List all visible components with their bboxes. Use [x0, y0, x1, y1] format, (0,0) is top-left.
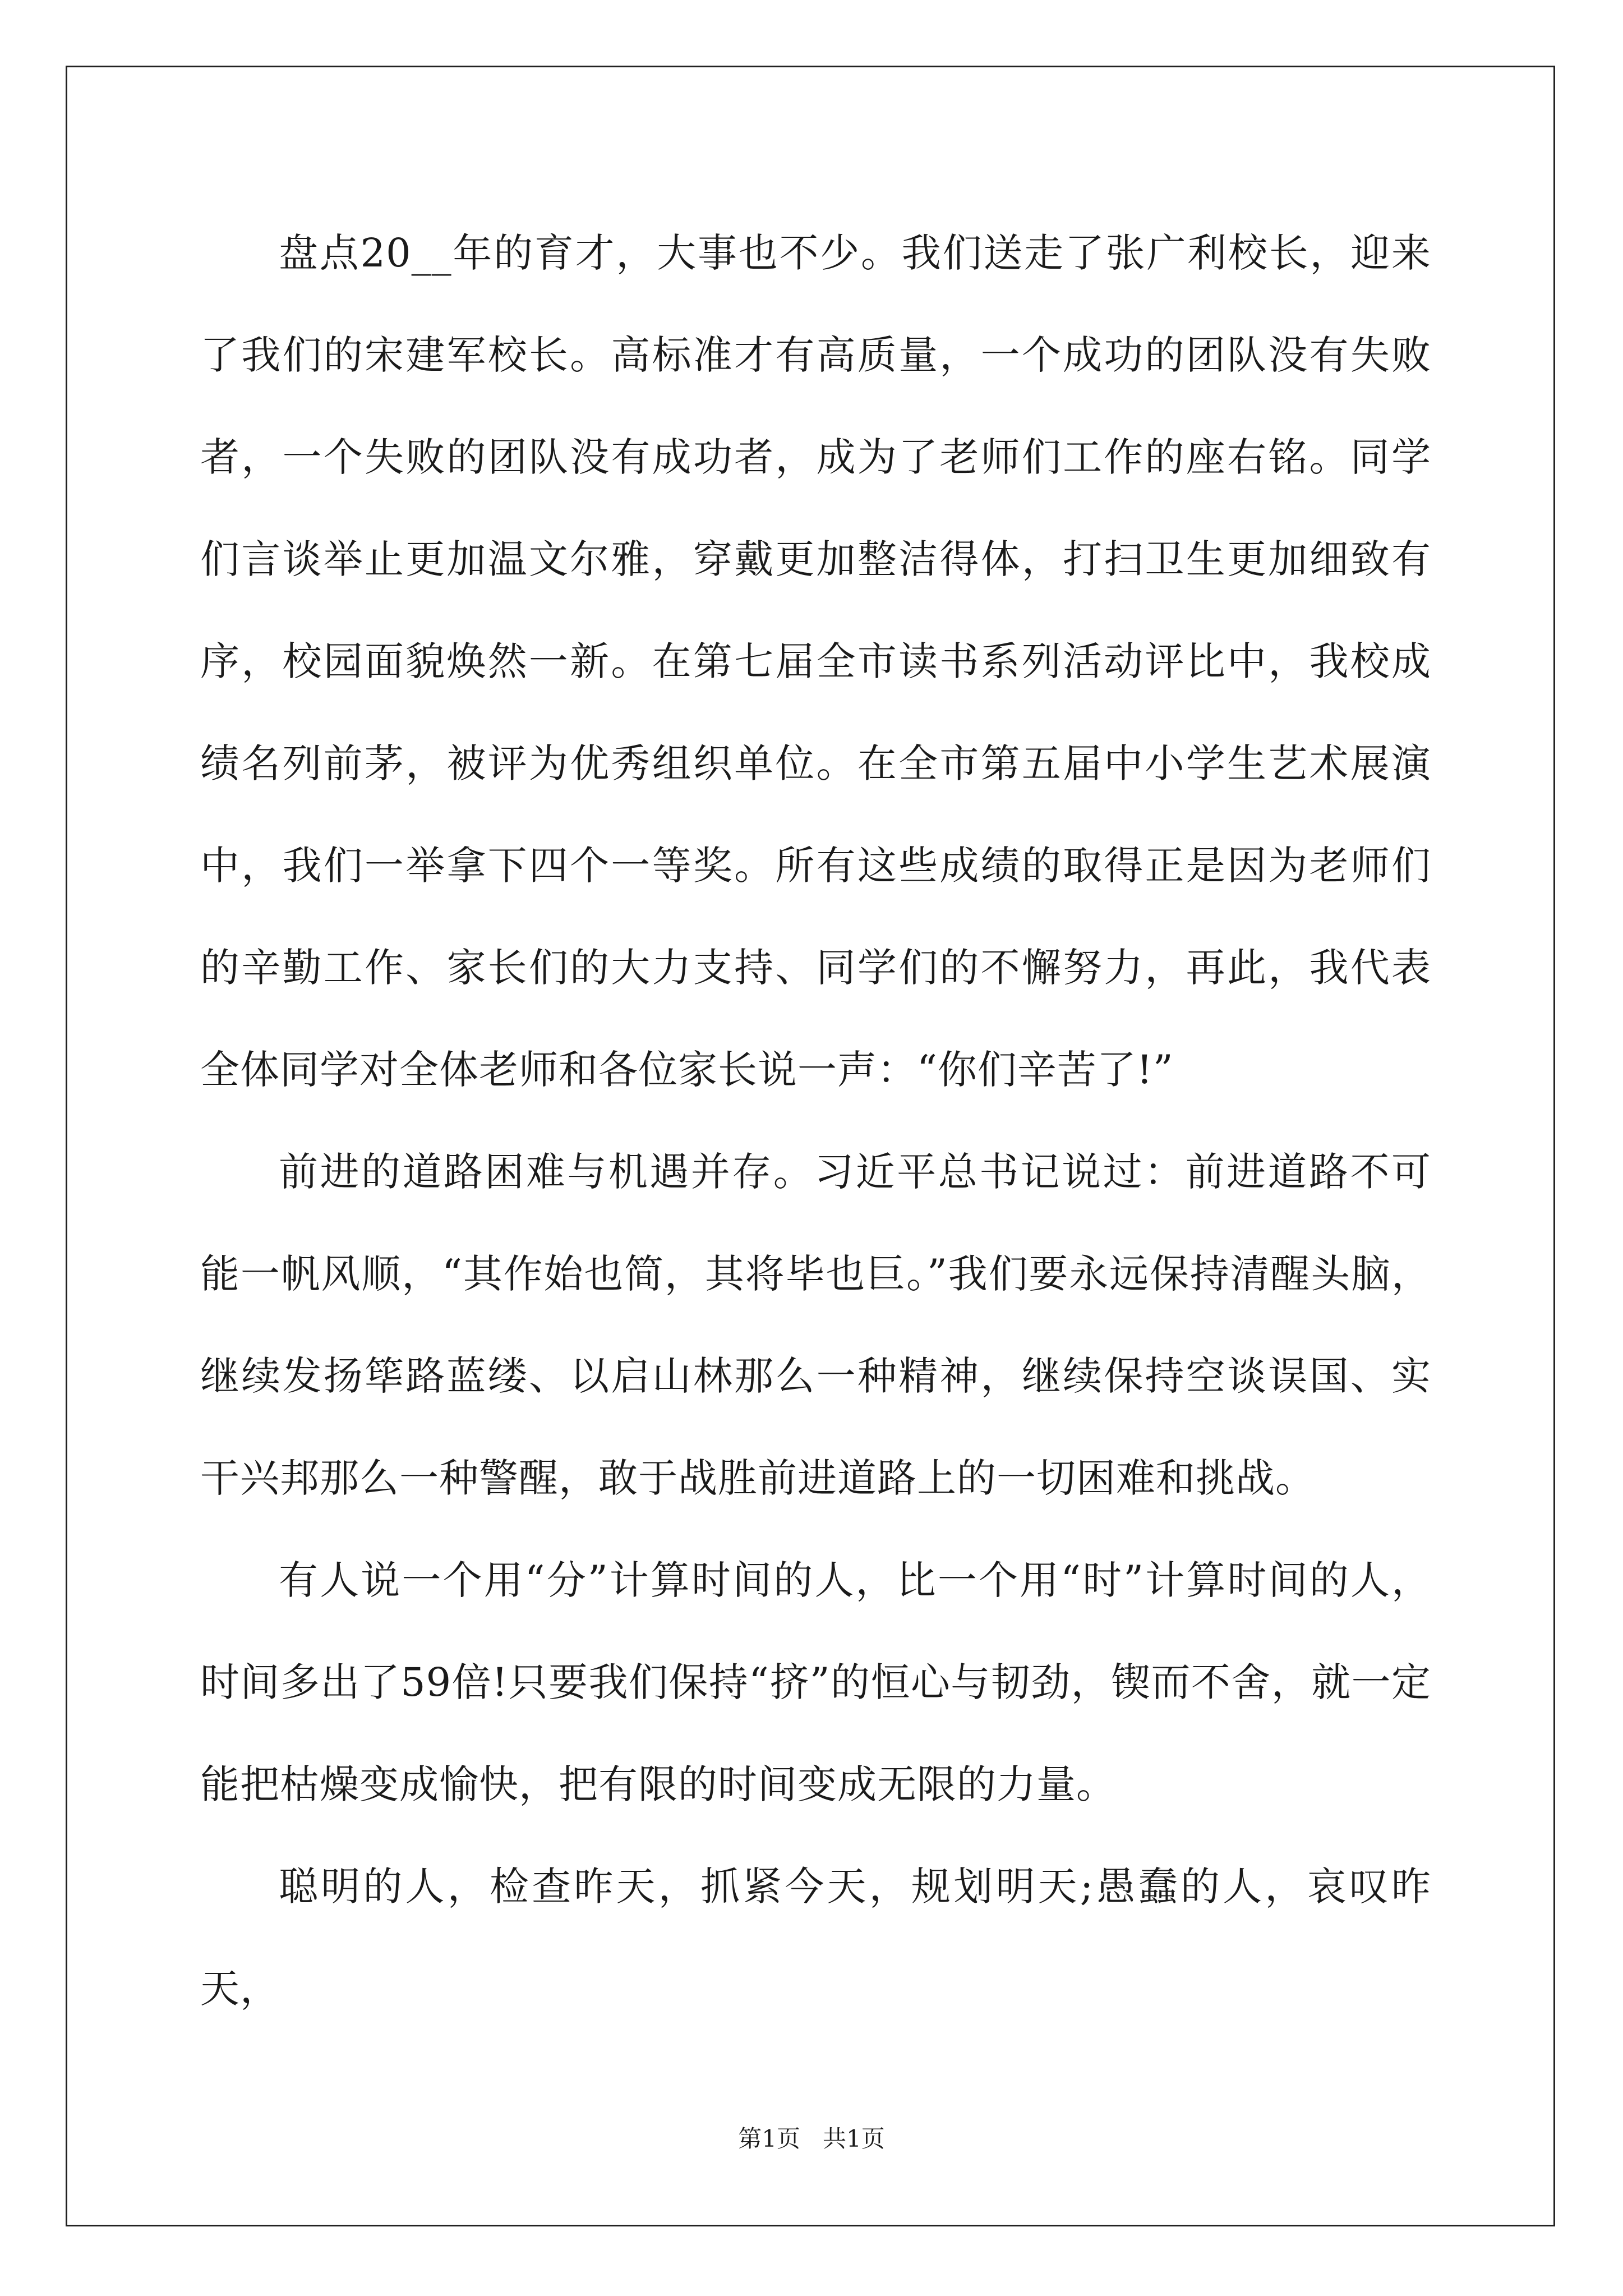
document-body [200, 202, 1431, 2040]
paragraph-3: 有人说一个用“分”计算时间的人，比一个用“时”计算时间的人，时间多出了59倍!只要我们保持“挤”的恒心与韧劲，锲而不舍，就一定能把枯燥变成愉快，把有限的时间变成无限的力量。 [200, 1557, 1431, 1807]
page-number-footer: 第1页 共1页 [738, 2125, 885, 2152]
paragraph-2: 前进的道路困难与机遇并存。习近平总书记说过：前进道路不可能一帆风顺，“其作始也简，其将毕也巨。”我们要永远保持清醒头脑，继续发扬筚路蓝缕、以启山林那么一种精神，继续保持空谈误国、实干兴邦那么一种警醒，敢于战胜前进道路上的一切困难和挑战。 [200, 1149, 1431, 1501]
paragraph-4: 聪明的人，检查昨天，抓紧今天，规划明天;愚蠢的人，哀叹昨天， [200, 1864, 1431, 2012]
paragraph-1: 盘点20__年的育才，大事也不少。我们送走了张广利校长，迎来了我们的宋建军校长。高标准才有高质量，一个成功的团队没有失败者，一个失败的团队没有成功者，成为了老师们工作的座右铭。同学们言谈举止更加温文尔雅，穿戴更加整洁得体，打扫卫生更加细致有序，校园面貌焕然一新。在第七届全市读书系列活动评比中，我校成绩名列前茅，被评为优秀组织单位。在全市第五届中小学生艺术展演中，我们一举拿下四个一等奖。所有这些成绩的取得正是因为老师们的辛勤工作、家长们的大力支持、同学们的不懈努力，再此，我代表全体同学对全体老师和各位家长说一声：“你们辛苦了!” [200, 230, 1431, 1093]
